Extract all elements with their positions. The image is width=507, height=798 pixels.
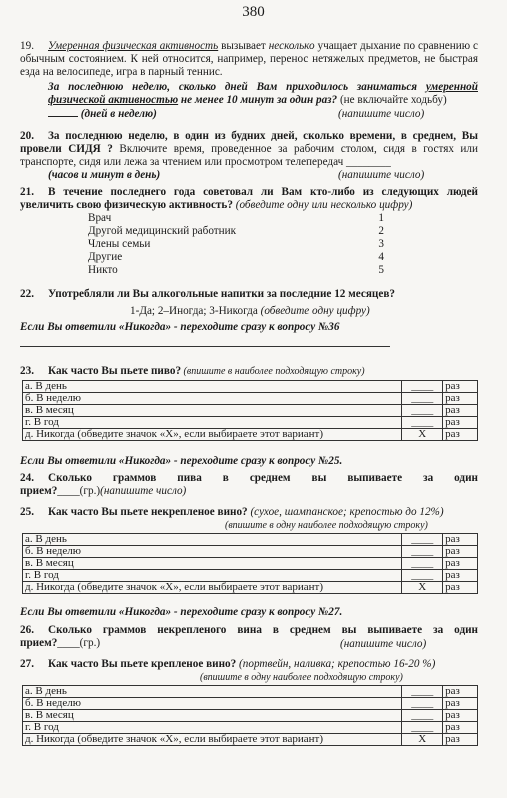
option-row[interactable] <box>88 264 384 277</box>
row-unit: раз <box>443 582 478 594</box>
question-24 <box>20 472 478 498</box>
option-label: Никто <box>88 264 118 276</box>
row-input[interactable]: X <box>402 582 443 594</box>
q22-answers <box>130 305 370 318</box>
question-number: 20. <box>20 130 34 142</box>
row-input[interactable]: ____ <box>402 710 443 722</box>
hint: (напишите число) <box>100 485 187 497</box>
page-number: 380 <box>242 4 265 20</box>
option-row[interactable] <box>88 225 384 238</box>
row-unit: раз <box>443 722 478 734</box>
table-row <box>23 570 478 582</box>
row-input[interactable]: ____ <box>402 534 443 546</box>
row-unit: раз <box>443 710 478 722</box>
text: учащает дыхание по сравнению с обычным состоянием. К ней относится, например, перенос нетяжелых предметов, не быстрая езда на велосипеде, игра в парный теннис. <box>20 40 478 78</box>
table-row <box>23 686 478 698</box>
row-unit: раз <box>443 534 478 546</box>
skip-instruction: Если Вы ответили «Никогда» - переходите сразу к вопросу №36 <box>20 321 340 333</box>
question-19-ask <box>20 81 478 107</box>
table-row <box>23 698 478 710</box>
row-label: д. Никогда (обведите значок «Х», если выбираете этот вариант) <box>23 734 402 746</box>
row-label: д. Никогда (обведите значок «Х», если выбираете этот вариант) <box>23 429 402 441</box>
row-label: г. В год <box>23 417 402 429</box>
hint: (впишите в одну наиболее подходящую строку) <box>200 672 403 683</box>
row-unit: раз <box>443 381 478 393</box>
divider <box>20 346 390 347</box>
option-label: Другие <box>88 251 123 263</box>
question-number: 22. <box>20 288 34 300</box>
q26-hint <box>340 638 426 651</box>
hint: (впишите в наиболее подходящую строку) <box>181 366 365 377</box>
question-number: 27. <box>20 658 34 670</box>
table-row <box>23 546 478 558</box>
row-label: в. В месяц <box>23 710 402 722</box>
row-label: б. В неделю <box>23 393 402 405</box>
option-label: Врач <box>88 212 112 224</box>
row-label: г. В год <box>23 570 402 582</box>
unit-label[interactable]: ____(гр.) <box>57 637 101 649</box>
unit-label[interactable]: ____(гр.) <box>57 485 101 497</box>
question-number: 25. <box>20 506 34 518</box>
question-19-answer <box>20 108 478 121</box>
row-input[interactable]: ____ <box>402 417 443 429</box>
question-27 <box>20 658 478 671</box>
table-row <box>23 417 478 429</box>
row-input[interactable]: ____ <box>402 698 443 710</box>
table-row <box>23 722 478 734</box>
hint: (напишите число) <box>338 169 425 181</box>
text: вызывает <box>218 40 269 52</box>
question-20 <box>20 130 478 169</box>
row-input[interactable]: ____ <box>402 381 443 393</box>
table-row <box>23 558 478 570</box>
question-number: 26. <box>20 624 34 636</box>
q27-table <box>22 685 478 746</box>
row-label: а. В день <box>23 534 402 546</box>
q25-table <box>22 533 478 594</box>
row-label: а. В день <box>23 686 402 698</box>
table-row <box>23 534 478 546</box>
row-input[interactable]: ____ <box>402 405 443 417</box>
text: несколько <box>268 40 315 52</box>
row-label: б. В неделю <box>23 698 402 710</box>
row-unit: раз <box>443 405 478 417</box>
option-code[interactable]: 4 <box>378 251 384 263</box>
table-row <box>23 393 478 405</box>
row-label: г. В год <box>23 722 402 734</box>
question-text: Как часто Вы пьете пиво? <box>48 365 182 377</box>
hint: (сухое, шампанское; крепостью до 12%) <box>247 506 444 518</box>
question-20-answer <box>20 169 478 182</box>
skip-instruction: Если Вы ответили «Никогда» - переходите сразу к вопросу №27. <box>20 606 343 618</box>
hint: (впишите в одну наиболее подходящую строку) <box>225 520 428 531</box>
row-unit: раз <box>443 429 478 441</box>
row-unit: раз <box>443 558 478 570</box>
option-row[interactable] <box>88 238 384 251</box>
row-input[interactable]: ____ <box>402 393 443 405</box>
hint: (обведите одну цифру) <box>260 305 370 317</box>
question-21 <box>20 186 478 212</box>
option-label: Другой медицинский работник <box>88 225 237 237</box>
row-label: в. В месяц <box>23 405 402 417</box>
hint: (напишите число) <box>340 638 427 650</box>
unit-label: (дней в неделю) <box>80 108 157 120</box>
question-number: 24. <box>20 472 34 484</box>
q21-options <box>88 212 384 277</box>
question-25 <box>20 506 478 519</box>
ask-text: не менее 10 минут за один раз? <box>178 94 338 106</box>
option-row[interactable] <box>88 251 384 264</box>
table-row <box>23 381 478 393</box>
row-input[interactable]: ____ <box>402 558 443 570</box>
hint: (портвейн, наливка; крепостью 16-20 %) <box>236 658 436 670</box>
question-19 <box>20 40 478 79</box>
row-input[interactable]: ____ <box>402 546 443 558</box>
q25-hint2 <box>225 519 428 532</box>
table-row <box>23 429 478 441</box>
table-row <box>23 405 478 417</box>
row-input[interactable]: ____ <box>402 686 443 698</box>
question-text: Как часто Вы пьете некрепленое вино? <box>48 506 248 518</box>
question-text: Сколько граммов некрепленого вина в среднем вы выпиваете за один прием? <box>20 624 478 649</box>
question-number: 23. <box>20 365 34 377</box>
row-input[interactable]: X <box>402 734 443 746</box>
row-unit: раз <box>443 698 478 710</box>
table-row <box>23 582 478 594</box>
question-number: 19. <box>20 40 34 52</box>
table-row <box>23 734 478 746</box>
q23-table <box>22 380 478 441</box>
hint: (обведите одну или несколько цифру) <box>232 199 413 211</box>
row-label: а. В день <box>23 381 402 393</box>
q25-skip <box>20 606 342 619</box>
q22-skip <box>20 321 339 334</box>
option-code[interactable]: 1 <box>378 212 384 224</box>
row-input[interactable]: ____ <box>402 570 443 582</box>
note: (не включайте ходьбу) <box>337 94 447 106</box>
note: Включите время, проведенное за рабочим столом, сидя в гостях или транспорте, сидя или лежа за чтением или просмотром телепередач ________ <box>20 143 478 168</box>
row-label: б. В неделю <box>23 546 402 558</box>
table-row <box>23 710 478 722</box>
row-unit: раз <box>443 546 478 558</box>
row-unit: раз <box>443 734 478 746</box>
question-number: 21. <box>20 186 34 198</box>
question-text: В течение последнего года советовал ли Вам кто-либо из следующих людей увеличить свою физическую активность? <box>20 186 478 211</box>
answer-blank[interactable] <box>48 108 78 117</box>
unit-label: (часов и минут в день) <box>48 169 161 181</box>
answer-options[interactable]: 1-Да; 2–Иногда; 3-Никогда <box>130 305 258 317</box>
row-input[interactable]: X <box>402 429 443 441</box>
ask-text: умеренной физической активностью <box>48 81 478 106</box>
row-unit: раз <box>443 417 478 429</box>
option-row[interactable] <box>88 212 384 225</box>
question-23 <box>20 365 478 378</box>
row-label: в. В месяц <box>23 558 402 570</box>
hint: (напишите число) <box>338 108 425 120</box>
skip-instruction: Если Вы ответили «Никогда» - переходите сразу к вопросу №25. <box>20 455 343 467</box>
row-input[interactable]: ____ <box>402 722 443 734</box>
row-unit: раз <box>443 686 478 698</box>
question-text: Употребляли ли Вы алкогольные напитки за последние 12 месяцев? <box>48 288 395 300</box>
question-text: За последнюю неделю, в один из будних дней, сколько времени, в среднем, Вы провели СИДЯ ? <box>20 130 478 155</box>
term: Умеренная физическая активность <box>48 40 219 52</box>
question-text: Как часто Вы пьете крепленое вино? <box>48 658 237 670</box>
option-code[interactable]: 5 <box>378 264 384 276</box>
option-code[interactable]: 3 <box>378 238 384 250</box>
question-text: Сколько граммов пива в среднем вы выпиваете за один прием? <box>20 472 478 497</box>
q27-hint2 <box>200 671 403 684</box>
q23-skip <box>20 455 342 468</box>
row-unit: раз <box>443 570 478 582</box>
ask-text: За последнюю неделю, сколько дней Вам приходилось заниматься <box>48 81 426 93</box>
option-code[interactable]: 2 <box>378 225 384 237</box>
option-label: Члены семьи <box>88 238 151 250</box>
row-label: д. Никогда (обведите значок «Х», если выбираете этот вариант) <box>23 582 402 594</box>
row-unit: раз <box>443 393 478 405</box>
question-22 <box>20 288 478 301</box>
